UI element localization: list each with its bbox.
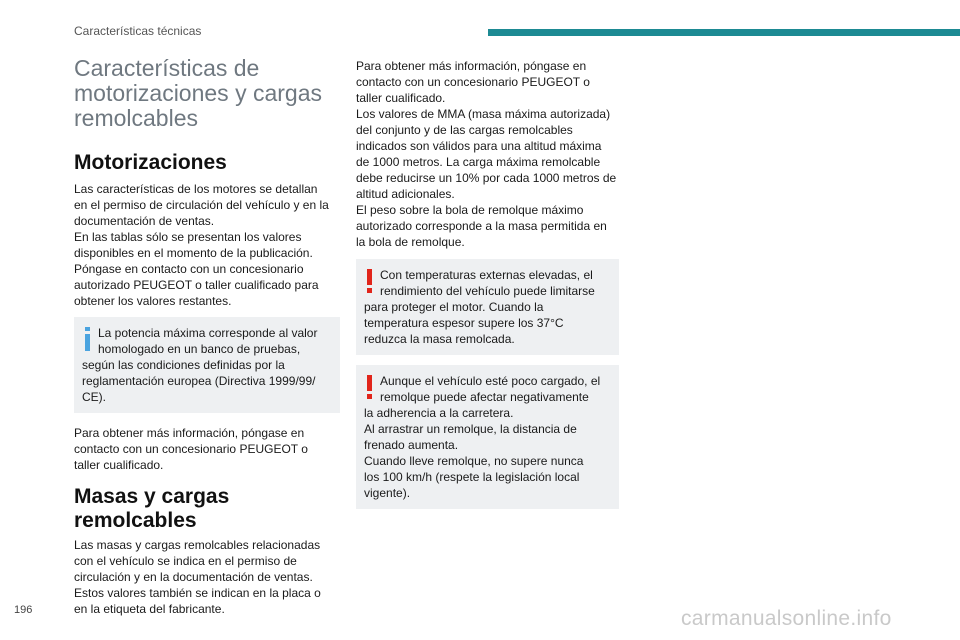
- warning-icon: [364, 374, 376, 400]
- motorizaciones-paragraph-1: Las características de los motores se detallan en el permiso de circulación del vehículo y en la documentación de ventas. En las tablas sólo se presentan los valores disponibles en el momento de la publicación. Póngase en contacto con un concesionario autorizado PEUGEOT o taller cualificado para obtener los valores restantes.: [74, 182, 329, 308]
- motorizaciones-contact-paragraph: Para obtener más información, póngase en contacto con un concesionario PEUGEOT o taller cualificado.: [74, 426, 308, 472]
- warning-note-temperature: Con temperaturas externas elevadas, el rendimiento del vehículo puede limitarse para proteger el motor. Cuando la temperatura espesor supere los 37°C reduzca la masa remolcada.: [356, 259, 619, 355]
- right-column: [356, 58, 622, 509]
- warning-icon: [364, 268, 376, 294]
- info-icon: [82, 326, 94, 352]
- info-note: La potencia máxima corresponde al valor homologado en un banco de pruebas, según las condiciones definidas por la reglamentación europea (Directiva 1999/99/ CE).: [74, 317, 340, 413]
- page-number: 196: [14, 604, 33, 616]
- masas-heading: Masas y cargas remolcables: [74, 485, 230, 532]
- page-title: Características de motorizaciones y cargas remolcables: [74, 55, 322, 131]
- left-column: [74, 56, 340, 617]
- header-accent-bar: [488, 29, 960, 36]
- motorizaciones-heading: Motorizaciones: [74, 151, 227, 174]
- warning-note-trailer: Aunque el vehículo esté poco cargado, el remolque puede afectar negativamente la adherencia a la carretera. Al arrastrar un remolque, la distancia de frenado aumenta. Cuando lleve remolque, no supere nunca los 100 km/h (respete la legislación local vigente).: [356, 365, 619, 509]
- section-header: Características técnicas: [74, 24, 202, 38]
- masas-paragraph: Las masas y cargas remolcables relacionadas con el vehículo se indica en el permiso de circulación y en la documentación de ventas. Estos valores también se indican en la placa o en la etiqueta del fabricante.: [74, 538, 321, 616]
- watermark: carmanualsonline.info: [681, 607, 892, 630]
- contact-paragraph: Para obtener más información, póngase en contacto con un concesionario PEUGEOT o taller cualificado. Los valores de MMA (masa máxima autorizada) del conjunto y de las cargas remolcables indicados son válidos para una altitud máxima de 1000 metros. La carga máxima remolcable debe reducirse un 10% por cada 1000 metros de altitud adicionales. El peso sobre la bola de remolque máximo autorizado corresponde a la masa permitida en la bola de remolque.: [356, 59, 617, 249]
